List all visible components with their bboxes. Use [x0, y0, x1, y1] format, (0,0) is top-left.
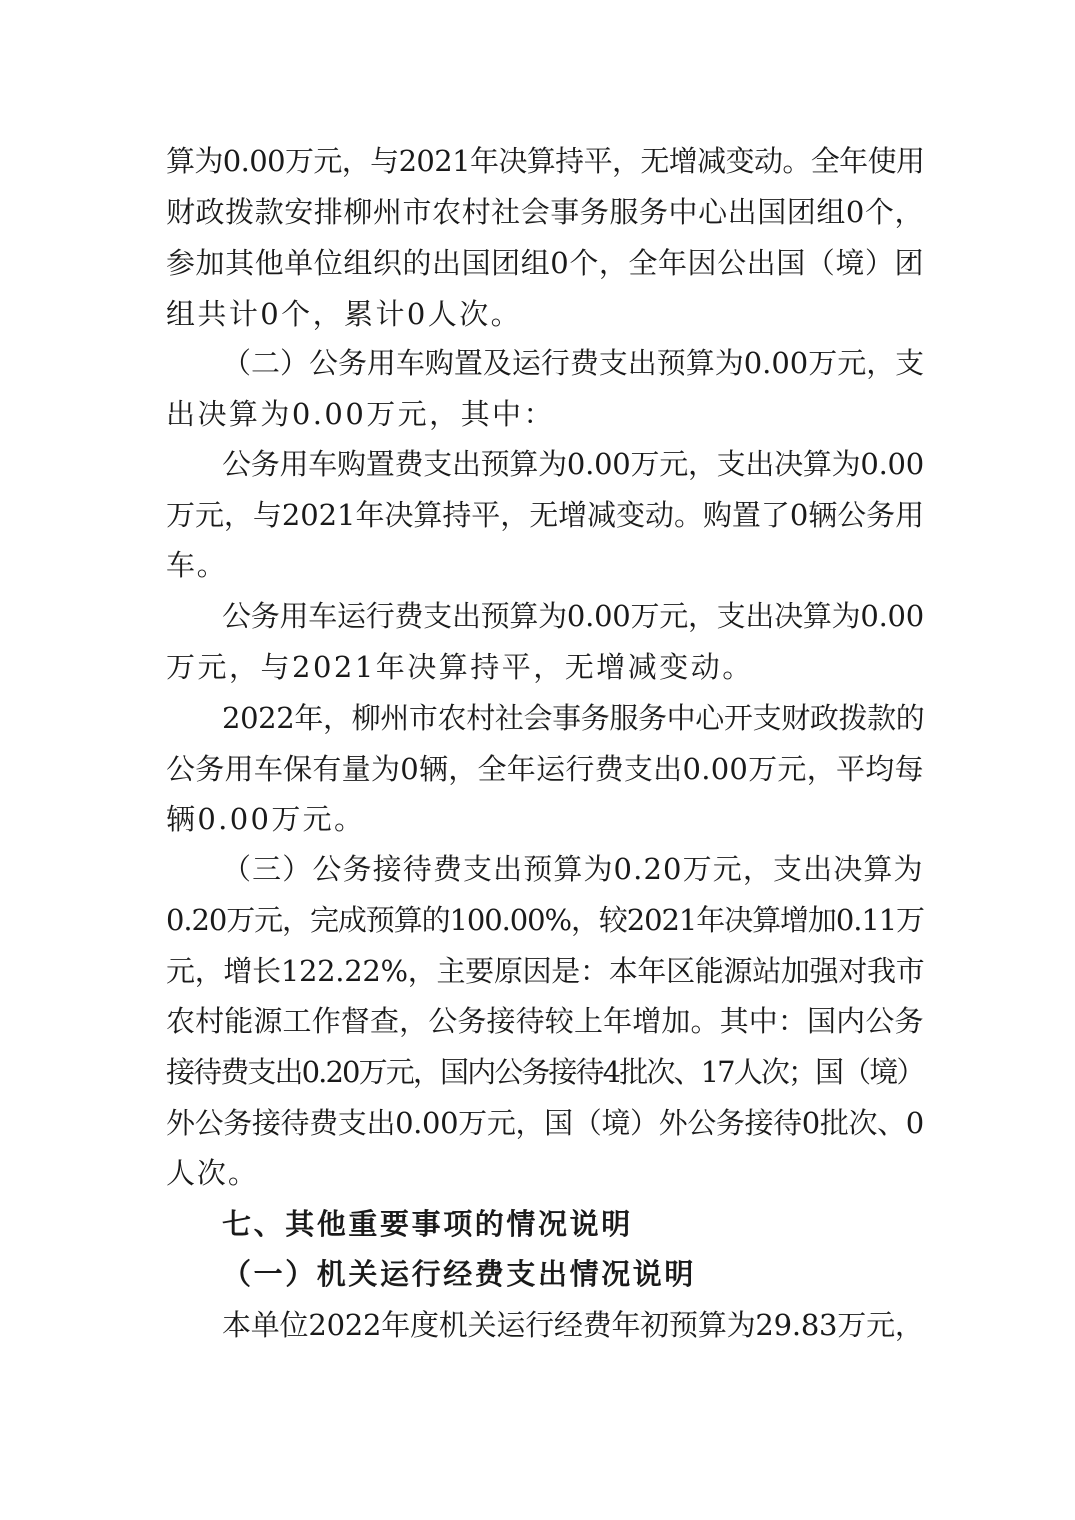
text-line: 2022年，柳州市农村社会事务服务中心开支财政拨款的 — [222, 701, 925, 735]
subsection-heading: （一）机关运行经费支出情况说明 — [222, 1257, 697, 1291]
text-line: 组共计0个，累计0人次。 — [166, 297, 523, 331]
text-line: 辆0.00万元。 — [166, 802, 366, 836]
text-line: （三）公务接待费支出预算为0.20万元，支出决算为 — [222, 852, 924, 886]
text-line: （二）公务用车购置及运行费支出预算为0.00万元，支 — [222, 346, 925, 380]
text-line: 万元，与2021年决算持平，无增减变动。购置了0辆公务用 — [166, 498, 925, 532]
text-line: 出决算为0.00万元，其中： — [166, 397, 555, 431]
text-line: 财政拨款安排柳州市农村社会事务服务中心出国团组0个， — [166, 195, 925, 229]
text-line: 外公务接待费支出0.00万元，国（境）外公务接待0批次、0 — [166, 1106, 924, 1140]
text-line: 算为0.00万元，与2021年决算持平，无增减变动。全年使用 — [166, 144, 925, 178]
text-line: 公务用车购置费支出预算为0.00万元，支出决算为0.00 — [222, 447, 924, 481]
text-line: 参加其他单位组织的出国团组0个，全年因公出国（境）团 — [166, 246, 925, 280]
text-line: 0.20万元，完成预算的100.00%，较2021年决算增加0.11万 — [166, 903, 924, 937]
text-line: 人次。 — [166, 1156, 259, 1190]
text-line: 万元，与2021年决算持平，无增减变动。 — [166, 650, 754, 684]
text-line: 元，增长122.22%，主要原因是：本年区能源站加强对我市 — [166, 954, 925, 988]
section-heading: 七、其他重要事项的情况说明 — [222, 1207, 633, 1241]
text-line: 本单位2022年度机关运行经费年初预算为29.83万元， — [222, 1308, 924, 1342]
text-line: 公务用车保有量为0辆，全年运行费支出0.00万元，平均每 — [166, 752, 924, 786]
text-line: 接待费支出0.20万元，国内公务接待4批次、17人次；国（境） — [166, 1055, 924, 1089]
text-line: 车。 — [166, 548, 228, 582]
text-line: 公务用车运行费支出预算为0.00万元，支出决算为0.00 — [222, 599, 924, 633]
text-line: 农村能源工作督查，公务接待较上年增加。其中：国内公务 — [166, 1004, 924, 1038]
